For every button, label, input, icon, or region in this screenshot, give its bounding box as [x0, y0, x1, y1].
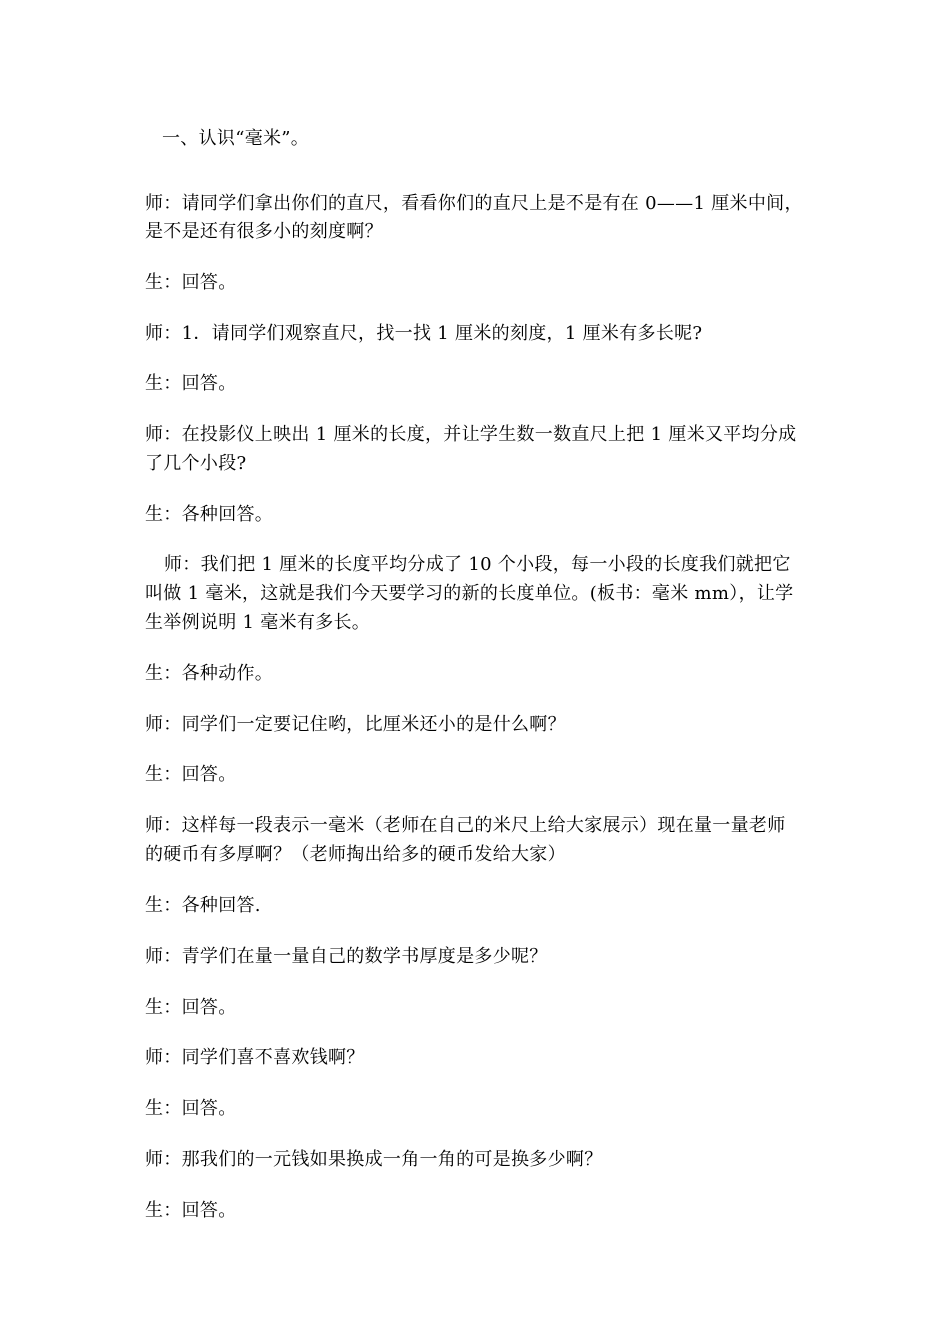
paragraph-line: 师：同学们喜不喜欢钱啊？ — [145, 1047, 365, 1068]
paragraph-line: 生：回答。 — [145, 1200, 237, 1221]
paragraph-line: 了几个小段? — [145, 453, 247, 474]
paragraph-line: 师：同学们一定要记住哟，比厘米还小的是什么啊？ — [145, 714, 566, 735]
paragraph-line: 生：回答。 — [145, 1098, 237, 1119]
paragraph-line: 生：回答。 — [145, 272, 237, 293]
paragraph-line: 生：各种回答。 — [145, 504, 274, 525]
paragraph-line: 生：回答。 — [145, 373, 237, 394]
section-heading: 一、认识“毫米”。 — [162, 128, 310, 149]
paragraph-line: 师：这样每一段表示一毫米（老师在自己的米尺上给大家展示）现在量一量老师 — [145, 815, 786, 836]
paragraph-line: 生：回答。 — [145, 997, 237, 1018]
paragraph-line: 生：各种回答. — [145, 895, 261, 916]
paragraph-line: 师：我们把 1 厘米的长度平均分成了 10 个小段，每一小段的长度我们就把它 — [164, 554, 791, 575]
paragraph-line: 师：1．请同学们观察直尺，找一找 1 厘米的刻度，1 厘米有多长呢? — [145, 323, 703, 344]
paragraph-line: 师：那我们的一元钱如果换成一角一角的可是换多少啊？ — [145, 1149, 603, 1170]
paragraph-line: 是不是还有很多小的刻度啊？ — [145, 221, 383, 242]
paragraph-line: 叫做 1 毫米，这就是我们今天要学习的新的长度单位。(板书：毫米 mm），让学 — [145, 583, 794, 604]
paragraph-line: 生：各种动作。 — [145, 663, 274, 684]
paragraph-line: 生举例说明 1 毫米有多长。 — [145, 612, 371, 633]
paragraph-line: 师：青学们在量一量自己的数学书厚度是多少呢？ — [145, 946, 548, 967]
paragraph-line: 的硬币有多厚啊？（老师掏出给多的硬币发给大家） — [145, 844, 566, 865]
paragraph-line: 师：在投影仪上映出 1 厘米的长度，并让学生数一数直尺上把 1 厘米又平均分成 — [145, 424, 797, 445]
paragraph-line: 师：请同学们拿出你们的直尺，看看你们的直尺上是不是有在 0——1 厘米中间， — [145, 193, 803, 214]
paragraph-line: 生：回答。 — [145, 764, 237, 785]
